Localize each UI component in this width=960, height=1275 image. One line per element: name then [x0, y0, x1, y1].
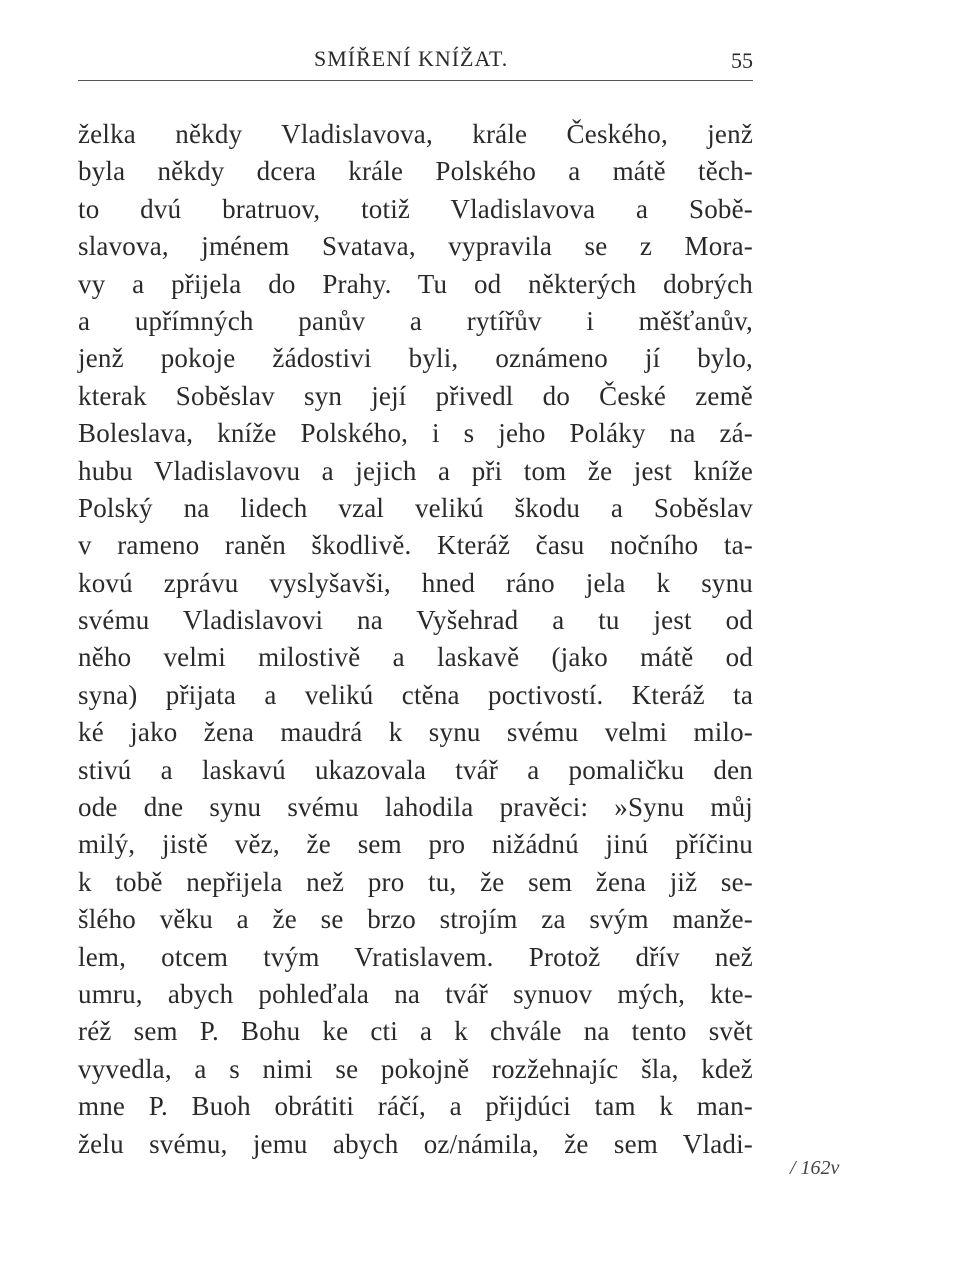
text-line: mne P. Buoh obrátiti ráčí, a přijdúci tam k man- — [78, 1091, 753, 1122]
page-header — [78, 42, 753, 82]
text-line: něho velmi milostivě a laskavě (jako mátě od — [78, 642, 753, 673]
text-line: umru, abych pohleďala na tvář synuov mých, kte- — [78, 978, 753, 1009]
text-line: svému Vladislavovi na Vyšehrad a tu jest od — [78, 605, 753, 636]
text-line: lem, otcem tvým Vratislavem. Protož dřív než — [78, 941, 753, 972]
running-title: SMÍŘENÍ KNÍŽAT. — [314, 46, 509, 71]
body-text — [78, 116, 753, 1163]
page-number: 55 — [731, 48, 753, 73]
text-line: ode dne synu svému lahodila pravěci: »Synu můj — [78, 792, 753, 823]
text-line: želka někdy Vladislavova, krále Českého, jenž — [78, 119, 753, 149]
text-line: byla někdy dcera krále Polského a mátě těch- — [78, 156, 753, 187]
text-line: hubu Vladislavovu a jejich a při tom že jest kníže — [78, 455, 753, 486]
text-line: syna) přijata a velikú ctěna poctivostí. Kteráž ta — [78, 679, 753, 710]
text-line: želu svému, jemu abych oz/námila, že sem Vladi- — [78, 1128, 753, 1159]
text-line: v rameno raněn škodlivě. Kteráž času nočního ta- — [78, 530, 753, 561]
text-line: réž sem P. Bohu ke cti a k chvále na tento svět — [78, 1016, 753, 1047]
header-rule — [78, 80, 753, 81]
text-line: ké jako žena maudrá k synu svému velmi milo- — [78, 717, 753, 748]
text-line: slavova, jménem Svatava, vypravila se z Mora- — [78, 231, 753, 262]
text-line: vyvedla, a s nimi se pokojně rozžehnajíc šla, kdež — [78, 1053, 753, 1084]
text-line: k tobě nepřijela než pro tu, že sem žena již se- — [78, 866, 753, 897]
text-line: jenž pokoje žádostivi byli, oznámeno jí bylo, — [78, 343, 753, 374]
text-line: Polský na lidech vzal velikú škodu a Soběslav — [78, 492, 753, 523]
text-line: šlého věku a že se brzo strojím za svým manže- — [78, 904, 753, 935]
text-line: to dvú bratruov, totiž Vladislavova a Sobě- — [78, 193, 753, 224]
text-line: stivú a laskavú ukazovala tvář a pomaličku den — [78, 754, 753, 785]
text-line: vy a přijela do Prahy. Tu od některých dobrých — [78, 268, 753, 299]
text-line: Boleslava, kníže Polského, i s jeho Poláky na zá- — [78, 418, 753, 449]
text-line: a upřímných panův a rytířův i měšťanův, — [78, 305, 753, 336]
text-line: kterak Soběslav syn její přivedl do České země — [78, 380, 753, 411]
text-line: kovú zprávu vyslyšavši, hned ráno jela k synu — [78, 567, 753, 598]
margin-note: / 162v — [790, 1157, 840, 1179]
text-line: milý, jistě věz, že sem pro nižádnú jinú příčinu — [78, 829, 753, 860]
